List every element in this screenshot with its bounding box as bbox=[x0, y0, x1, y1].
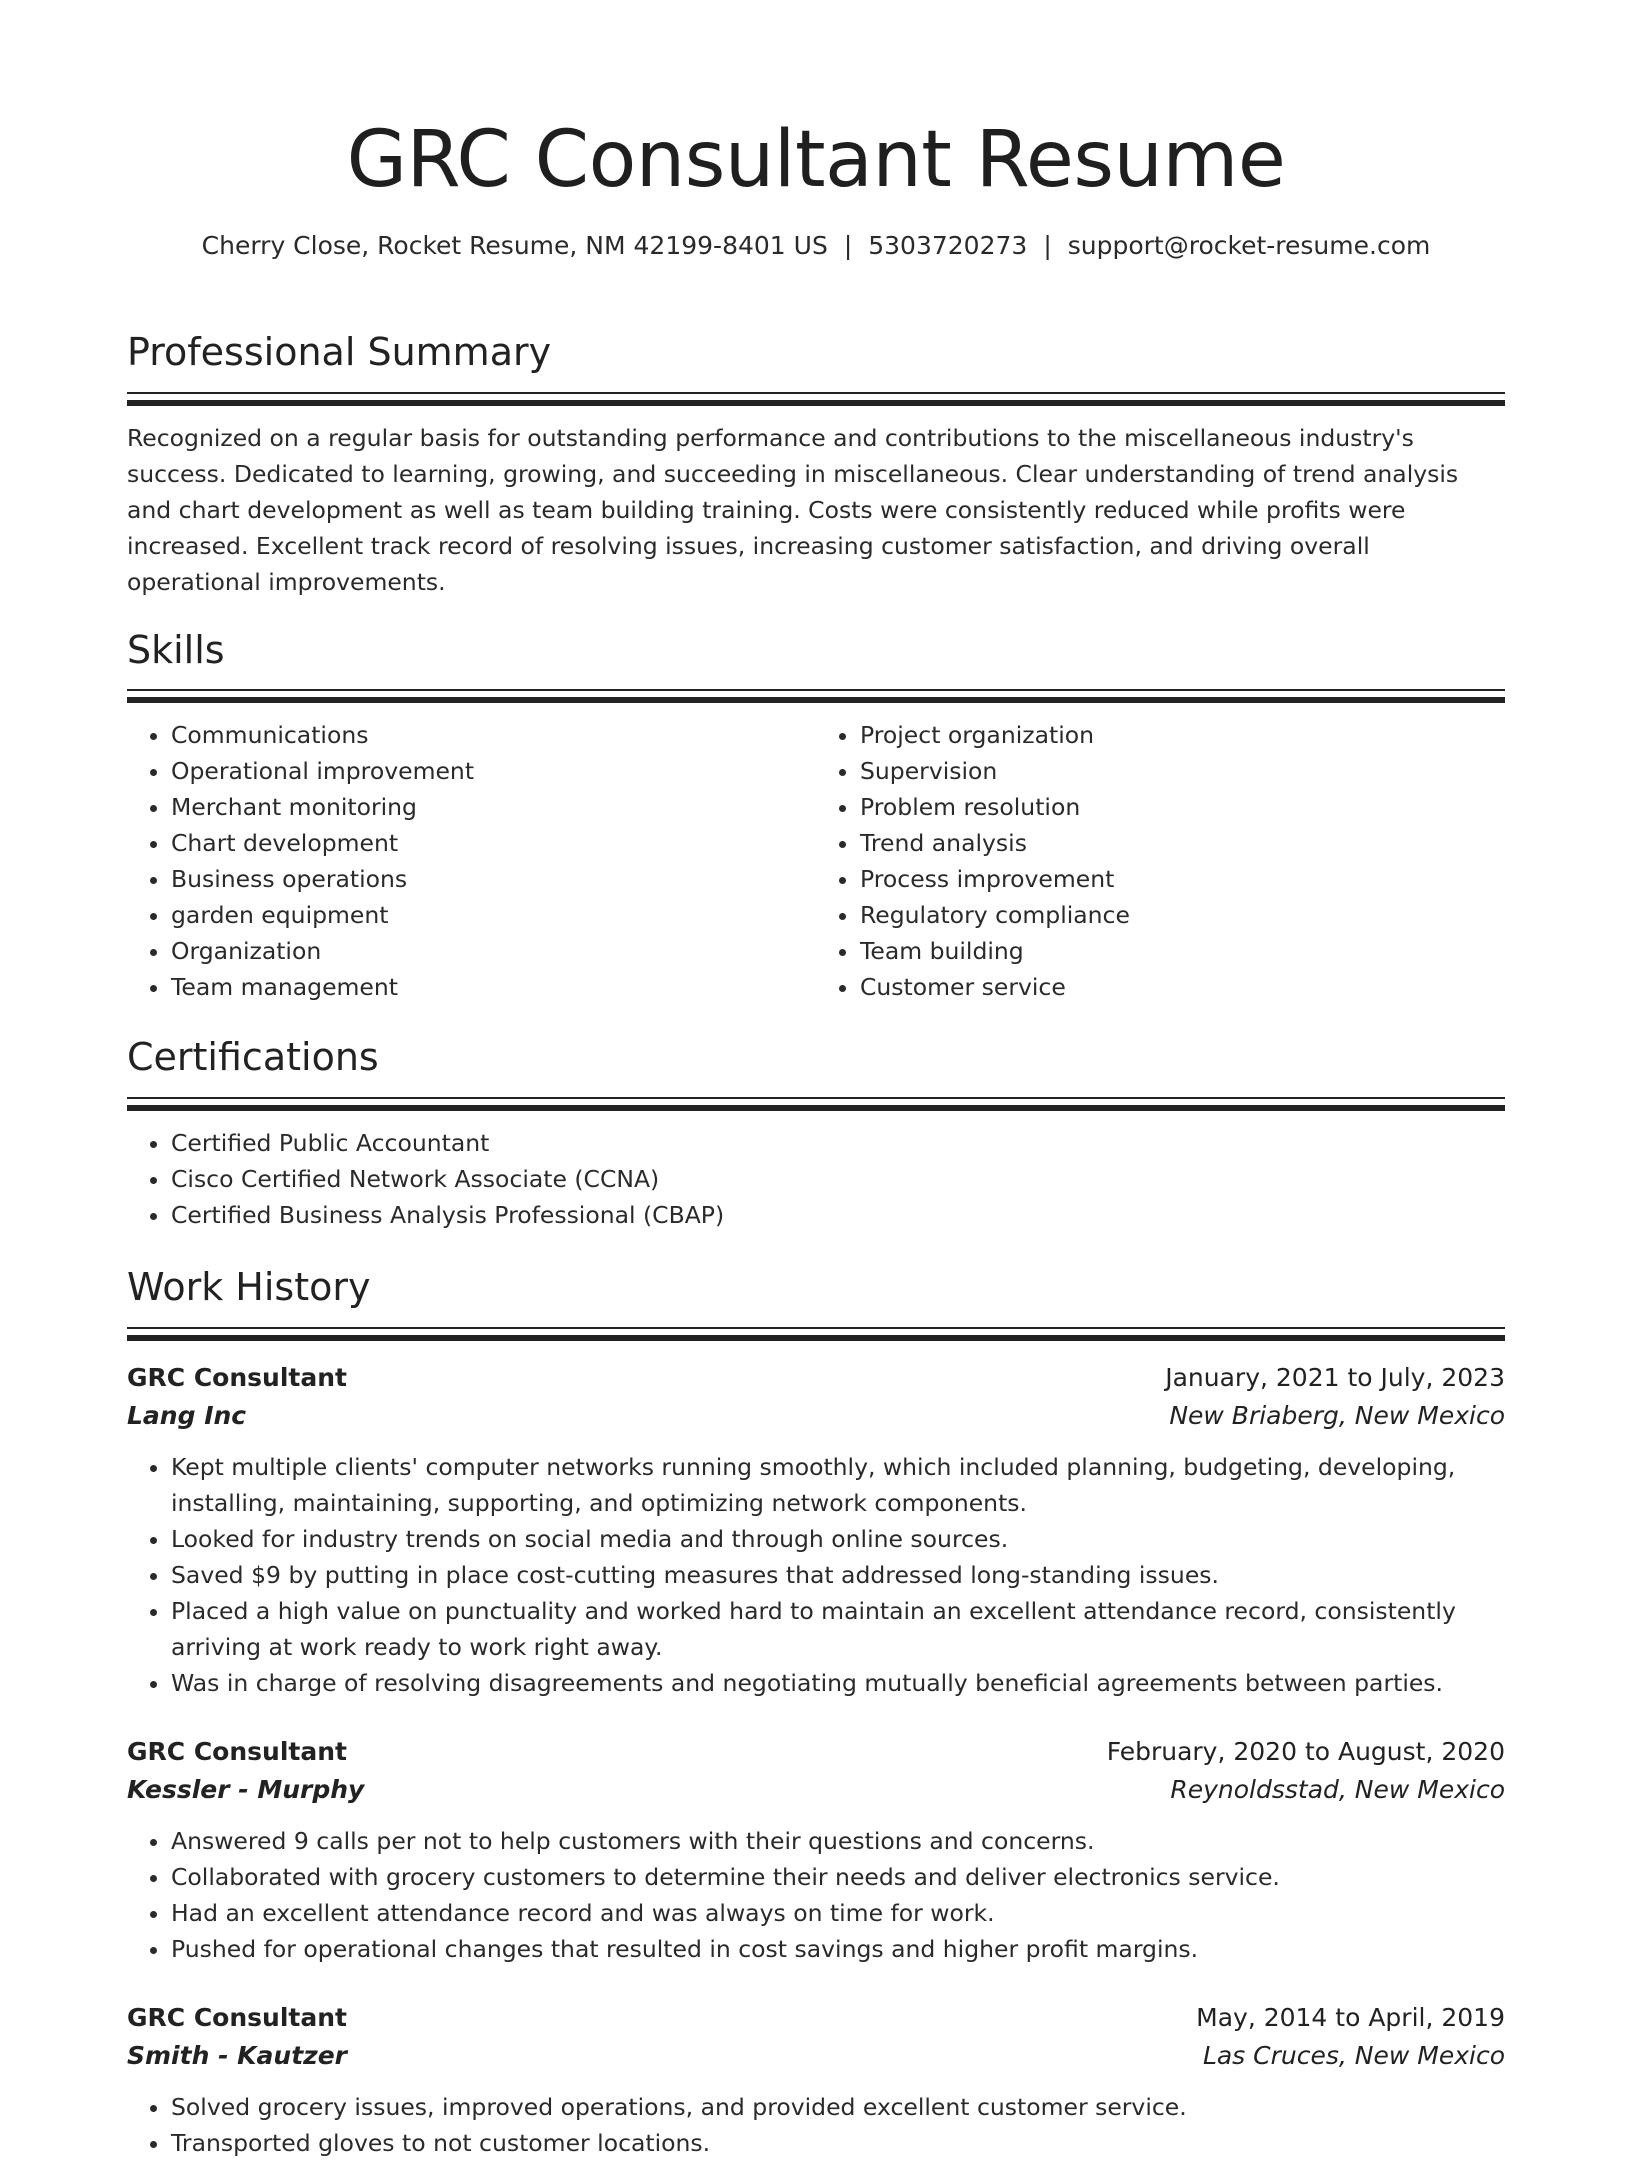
skills-right-list bbox=[816, 717, 1505, 1005]
contact-line bbox=[127, 230, 1505, 263]
job-title: GRC Consultant bbox=[127, 1362, 347, 1392]
job-dates: January, 2021 to July, 2023 bbox=[1165, 1362, 1505, 1392]
skill-item: • Regulatory compliance bbox=[860, 897, 1505, 933]
job-bullets bbox=[127, 1449, 1505, 1701]
certification-item: • Cisco Certified Network Associate (CCNA) bbox=[171, 1161, 1505, 1197]
job-bullet: • Had an excellent attendance record and was always on time for work. bbox=[171, 1895, 1505, 1931]
job-location: New Briaberg, New Mexico bbox=[1169, 1400, 1505, 1430]
job-company: Kessler - Murphy bbox=[127, 1774, 365, 1804]
skill-item: • Team management bbox=[171, 969, 816, 1005]
job-bullet: • Looked for industry trends on social media and through online sources. bbox=[171, 1521, 1505, 1557]
job-title: GRC Consultant bbox=[127, 1736, 347, 1766]
job-dates: May, 2014 to April, 2019 bbox=[1196, 2002, 1505, 2032]
summary-heading: Professional Summary bbox=[127, 330, 552, 375]
job-bullets bbox=[127, 2089, 1505, 2161]
contact-phone: 5303720273 bbox=[868, 230, 1028, 260]
skill-item: • Trend analysis bbox=[860, 825, 1505, 861]
skill-item: • Process improvement bbox=[860, 861, 1505, 897]
certifications-list bbox=[127, 1125, 1505, 1233]
job-bullet: • Saved $9 by putting in place cost-cutting measures that addressed long-standing issues. bbox=[171, 1557, 1505, 1593]
section-divider bbox=[127, 1327, 1505, 1329]
job-dates: February, 2020 to August, 2020 bbox=[1106, 1736, 1505, 1766]
contact-separator: | bbox=[843, 230, 853, 260]
job-header bbox=[127, 1359, 1505, 1397]
job-entry bbox=[127, 1359, 1505, 1701]
job-company: Smith - Kautzer bbox=[127, 2040, 347, 2070]
summary-section bbox=[127, 330, 1505, 600]
skills-grid bbox=[127, 717, 1505, 1005]
job-subheader bbox=[127, 2037, 1505, 2075]
section-divider bbox=[127, 392, 1505, 394]
certification-item: • Certified Public Accountant bbox=[171, 1125, 1505, 1161]
section-divider-thick bbox=[127, 1105, 1505, 1111]
certification-item: • Certified Business Analysis Professional (CBAP) bbox=[171, 1197, 1505, 1233]
skill-item: • Customer service bbox=[860, 969, 1505, 1005]
job-header bbox=[127, 1733, 1505, 1771]
job-entry bbox=[127, 1999, 1505, 2161]
job-bullet: • Solved grocery issues, improved operations, and provided excellent customer service. bbox=[171, 2089, 1505, 2125]
skill-item: • garden equipment bbox=[171, 897, 816, 933]
skill-item: • Team building bbox=[860, 933, 1505, 969]
job-bullets bbox=[127, 1823, 1505, 1967]
skill-item: • Problem resolution bbox=[860, 789, 1505, 825]
skill-item: • Communications bbox=[171, 717, 816, 753]
job-bullet: • Pushed for operational changes that resulted in cost savings and higher profit margins. bbox=[171, 1931, 1505, 1967]
section-divider-thick bbox=[127, 400, 1505, 406]
contact-email: support@rocket-resume.com bbox=[1067, 230, 1431, 260]
skills-section bbox=[127, 628, 1505, 1006]
section-divider-thick bbox=[127, 697, 1505, 703]
contact-address: Cherry Close, Rocket Resume, NM 42199-8401 US bbox=[201, 230, 828, 260]
job-location: Reynoldsstad, New Mexico bbox=[1170, 1774, 1505, 1804]
job-bullet: • Answered 9 calls per not to help customers with their questions and concerns. bbox=[171, 1823, 1505, 1859]
job-subheader bbox=[127, 1771, 1505, 1809]
skills-heading: Skills bbox=[127, 627, 225, 672]
skill-item: • Organization bbox=[171, 933, 816, 969]
job-bullet: • Transported gloves to not customer locations. bbox=[171, 2125, 1505, 2161]
certifications-heading: Certifications bbox=[127, 1035, 379, 1080]
resume-title: GRC Consultant Resume bbox=[346, 115, 1286, 205]
skill-item: • Chart development bbox=[171, 825, 816, 861]
job-header bbox=[127, 1999, 1505, 2037]
job-subheader bbox=[127, 1397, 1505, 1435]
job-bullet: • Collaborated with grocery customers to determine their needs and deliver electronics service. bbox=[171, 1859, 1505, 1895]
certifications-section bbox=[127, 1035, 1505, 1233]
section-divider bbox=[127, 689, 1505, 691]
job-bullet: • Kept multiple clients' computer networks running smoothly, which included planning, budgeting, developing, installing, maintaining, supporting, and optimizing network components. bbox=[171, 1449, 1505, 1521]
skills-left-list bbox=[127, 717, 816, 1005]
skill-item: • Business operations bbox=[171, 861, 816, 897]
work-history-section bbox=[127, 1265, 1505, 2161]
job-company: Lang Inc bbox=[127, 1400, 247, 1430]
job-bullet: • Was in charge of resolving disagreements and negotiating mutually beneficial agreements between parties. bbox=[171, 1665, 1505, 1701]
section-divider-thick bbox=[127, 1335, 1505, 1341]
contact-separator: | bbox=[1043, 230, 1052, 260]
job-location: Las Cruces, New Mexico bbox=[1202, 2040, 1505, 2070]
job-title: GRC Consultant bbox=[127, 2002, 347, 2032]
skill-item: • Operational improvement bbox=[171, 753, 816, 789]
summary-text: Recognized on a regular basis for outstanding performance and contributions to the miscellaneous industry's success. Dedicated to learning, growing, and succeeding in miscellaneous. Clear understanding of trend analysis and chart development as well as team building training. Costs were consistently reduced while profits were increased. Excellent track record of resolving issues, increasing customer satisfaction, and driving overall operational improvements. bbox=[127, 423, 1459, 596]
skill-item: • Project organization bbox=[860, 717, 1505, 753]
skill-item: • Merchant monitoring bbox=[171, 789, 816, 825]
section-divider bbox=[127, 1097, 1505, 1099]
skill-item: • Supervision bbox=[860, 753, 1505, 789]
job-entry bbox=[127, 1733, 1505, 1967]
job-bullet: • Placed a high value on punctuality and worked hard to maintain an excellent attendance record, consistently arriving at work ready to work right away. bbox=[171, 1593, 1505, 1665]
work-history-heading: Work History bbox=[127, 1265, 371, 1310]
